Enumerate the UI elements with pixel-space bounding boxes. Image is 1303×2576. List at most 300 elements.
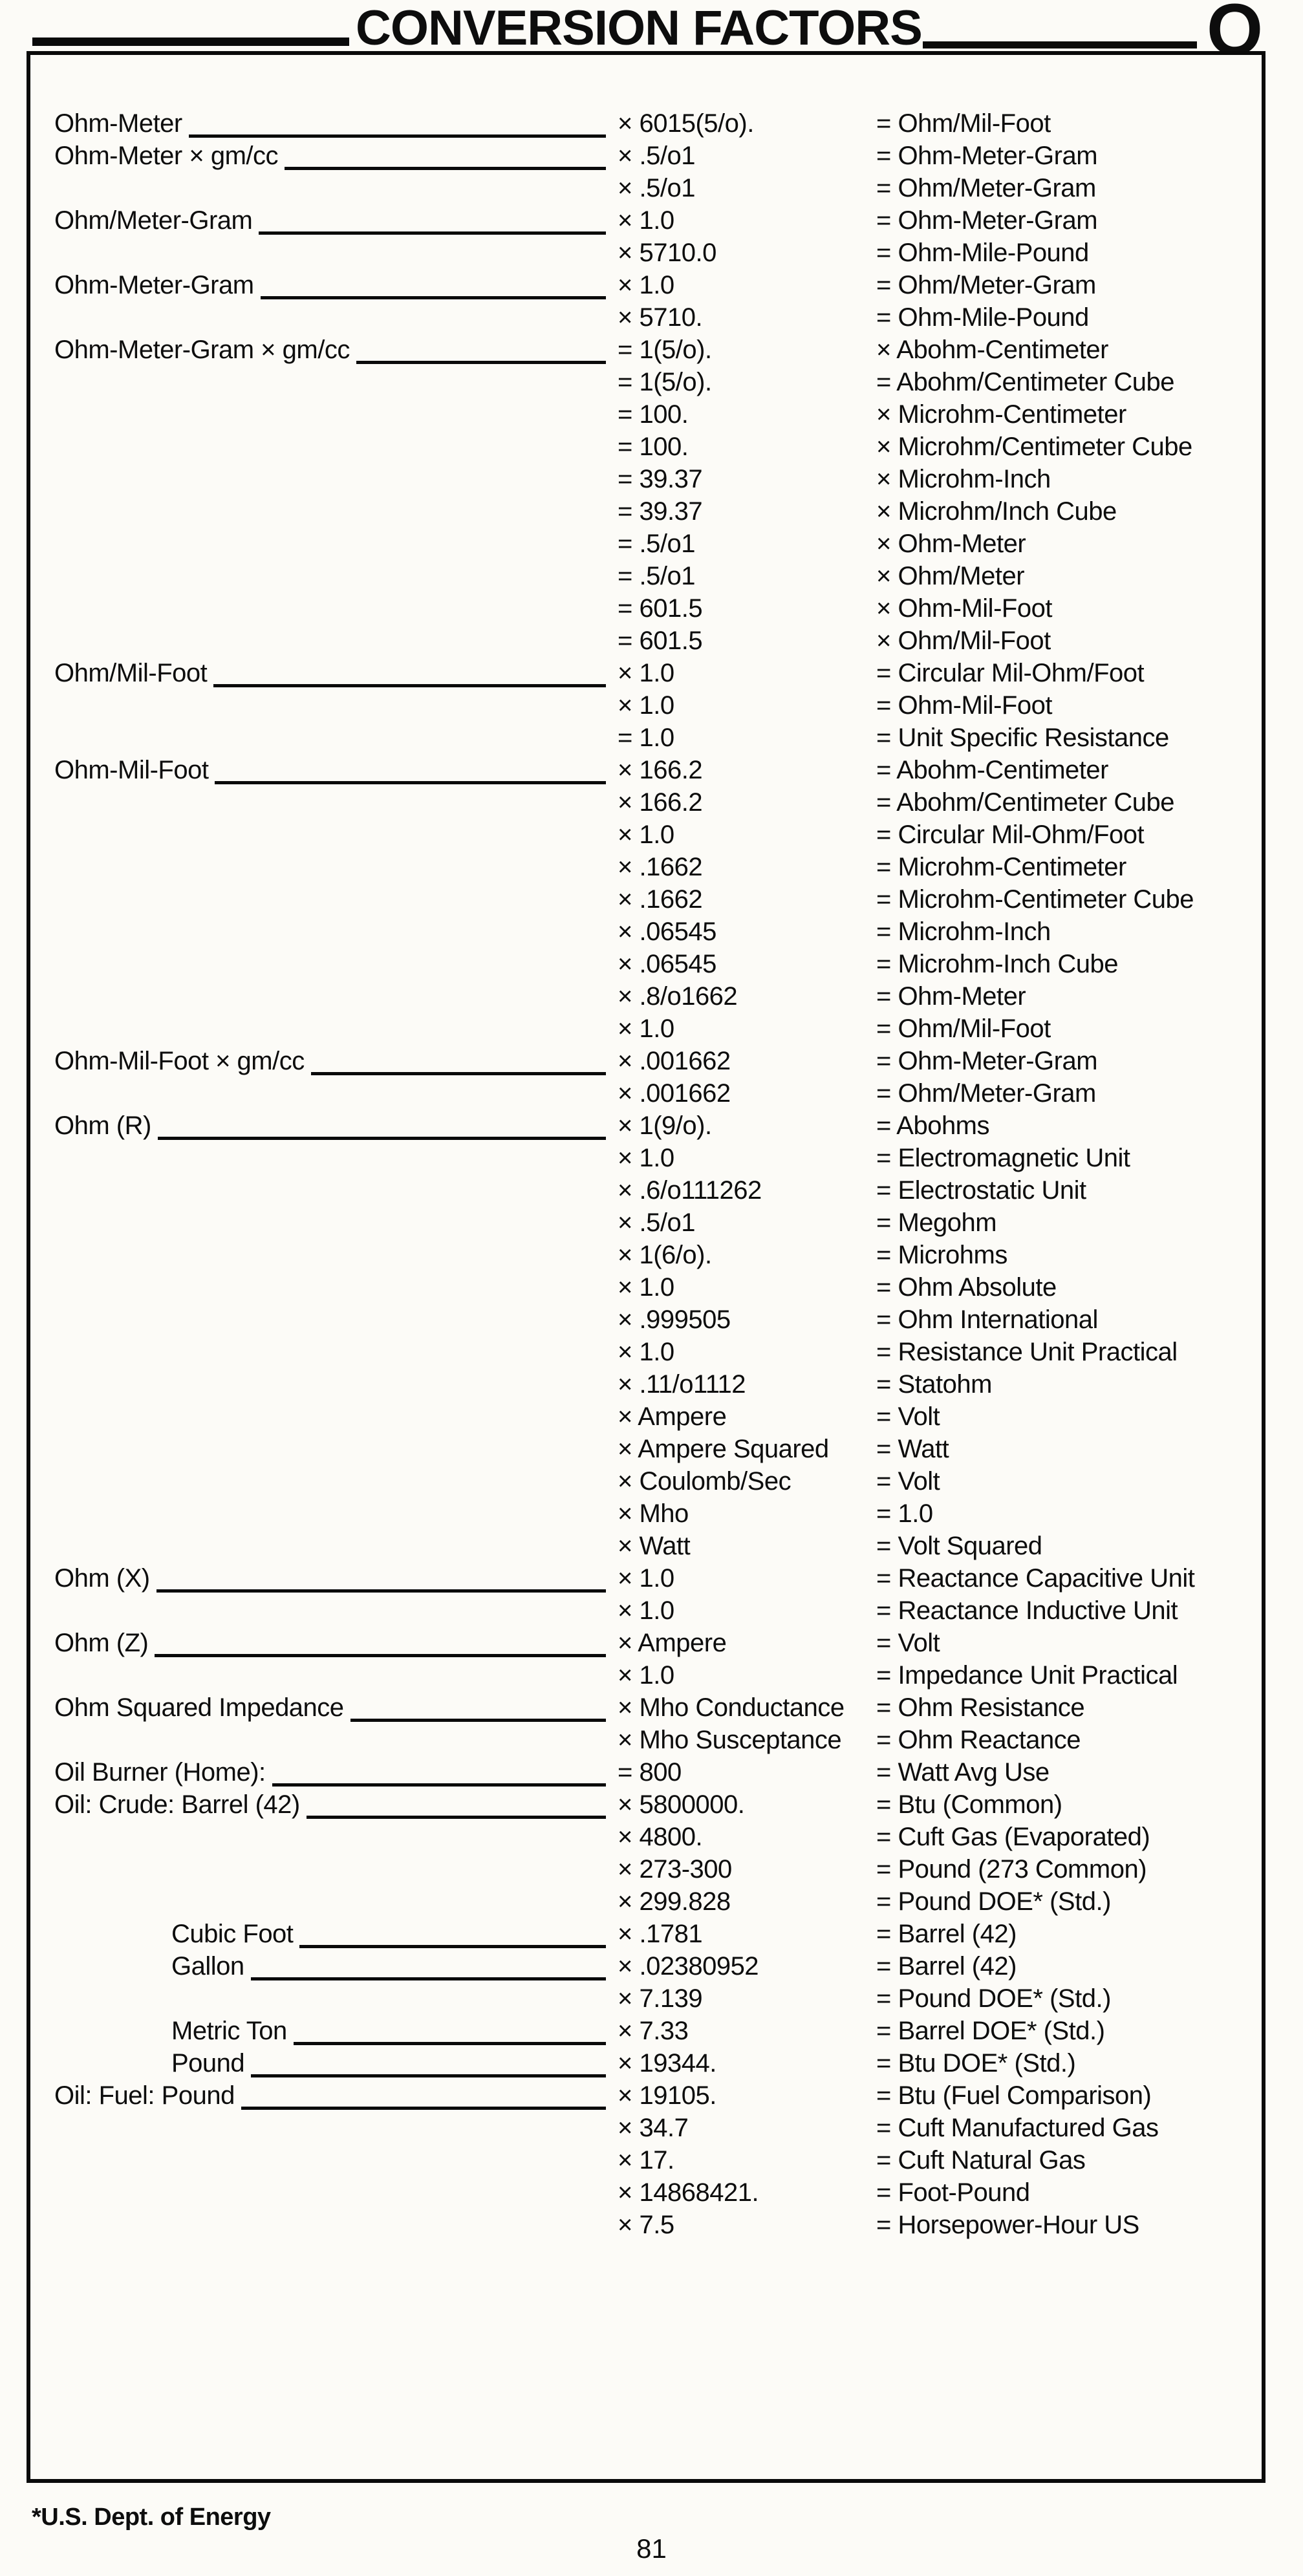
- row-spacer: [61, 949, 606, 982]
- row-result: × Ohm/Mil-Foot: [876, 627, 1051, 655]
- row-factor: × 1.0: [618, 659, 674, 687]
- row-result: = Watt Avg Use: [876, 1758, 1050, 1787]
- row-spacer: [61, 1887, 606, 1919]
- row-factor: = 100.: [618, 400, 689, 429]
- row-factor: × 19344.: [618, 2049, 716, 2077]
- row-result: = Ohm-Meter-Gram: [876, 1047, 1098, 1075]
- row-factor: × 1.0: [618, 1564, 674, 1593]
- table-row: [30, 2145, 1262, 2178]
- row-factor: × Mho Susceptance: [618, 1726, 842, 1754]
- row-result: = Ohm/Mil-Foot: [876, 1014, 1051, 1043]
- row-label-cell: [54, 2113, 618, 2145]
- row-result: = Ohm/Meter-Gram: [876, 174, 1096, 202]
- table-row: [30, 270, 1262, 303]
- row-underline: [285, 141, 606, 170]
- row-result: = Pound (273 Common): [876, 1855, 1147, 1884]
- row-result: × Microhm/Centimeter Cube: [876, 433, 1192, 461]
- row-label-cell: [54, 464, 618, 497]
- row-spacer: [61, 1854, 606, 1887]
- row-label: Gallon: [171, 1952, 244, 1980]
- row-underline: [158, 1111, 606, 1140]
- row-label-cell: [54, 2145, 618, 2178]
- row-label: Oil Burner (Home):: [54, 1758, 266, 1787]
- row-label-cell: [54, 303, 618, 335]
- row-spacer: [61, 2113, 606, 2145]
- table-row: [30, 1499, 1262, 1531]
- row-label: Oil: Crude: Barrel (42): [54, 1790, 300, 1819]
- row-label-cell: [54, 820, 618, 852]
- row-spacer: [61, 173, 606, 206]
- row-label: Ohm (Z): [54, 1629, 149, 1657]
- row-result: = Btu DOE* (Std.): [876, 2049, 1076, 2077]
- row-label-cell: [54, 1369, 618, 1402]
- table-row: [30, 529, 1262, 561]
- page-title: CONVERSION FACTORS: [356, 1, 922, 56]
- row-factor: × Mho Conductance: [618, 1693, 845, 1722]
- row-factor: × .001662: [618, 1047, 731, 1075]
- row-spacer: [61, 303, 606, 335]
- row-label: Ohm (X): [54, 1564, 150, 1593]
- row-label-cell: [54, 1596, 618, 1628]
- row-factor: × .5/o1: [618, 142, 695, 170]
- row-result: = Ohm Resistance: [876, 1693, 1085, 1722]
- row-spacer: [61, 594, 606, 626]
- row-spacer: [61, 626, 606, 658]
- row-factor: × 1.0: [618, 1661, 674, 1690]
- table-row: [30, 982, 1262, 1014]
- row-spacer: [61, 1402, 606, 1434]
- row-label-cell: [54, 1693, 618, 1725]
- row-result: = Barrel (42): [876, 1952, 1017, 1980]
- row-factor: × 5800000.: [618, 1790, 745, 1819]
- row-label-cell: [54, 2048, 618, 2081]
- row-result: = Volt Squared: [876, 1532, 1042, 1560]
- table-row: [30, 109, 1262, 141]
- row-label-cell: [54, 1499, 618, 1531]
- row-factor: = 601.5: [618, 627, 703, 655]
- row-spacer: [61, 820, 606, 852]
- row-label-cell: [54, 917, 618, 949]
- table-row: [30, 594, 1262, 626]
- row-label-cell: [54, 1725, 618, 1757]
- row-spacer: [61, 1208, 606, 1240]
- table-row: [30, 335, 1262, 367]
- row-label-cell: [54, 173, 618, 206]
- row-label: Pound: [171, 2049, 245, 2077]
- table-row: [30, 1757, 1262, 1790]
- row-factor: × 166.2: [618, 756, 703, 784]
- row-result: × Microhm-Centimeter: [876, 400, 1126, 429]
- row-label-cell: [54, 335, 618, 367]
- row-factor: × 6015(5/o).: [618, 109, 754, 138]
- table-row: [30, 1725, 1262, 1757]
- row-result: = Ohm-Mil-Foot: [876, 691, 1052, 720]
- table-row: [30, 2016, 1262, 2048]
- row-label-cell: [54, 1305, 618, 1337]
- row-label-cell: [54, 2016, 618, 2048]
- row-factor: × .1781: [618, 1920, 703, 1948]
- row-underline: [311, 1046, 606, 1075]
- row-factor: × .11/o1112: [618, 1370, 746, 1399]
- row-factor: × Ampere Squared: [618, 1435, 829, 1463]
- row-label-cell: [54, 1984, 618, 2016]
- row-factor: × 7.33: [618, 2017, 689, 2045]
- table-row: [30, 1337, 1262, 1369]
- row-spacer: [61, 2145, 606, 2178]
- row-factor: = 1(5/o).: [618, 336, 712, 364]
- row-factor: × .5/o1: [618, 1208, 695, 1237]
- row-label-cell: [54, 1887, 618, 1919]
- row-spacer: [61, 1305, 606, 1337]
- row-label-cell: [54, 2210, 618, 2242]
- row-result: = Electromagnetic Unit: [876, 1144, 1130, 1172]
- table-row: [30, 1240, 1262, 1272]
- row-label-cell: [54, 949, 618, 982]
- table-row: [30, 238, 1262, 270]
- row-result: = Resistance Unit Practical: [876, 1338, 1178, 1366]
- row-label-cell: [54, 852, 618, 885]
- row-underline: [294, 2016, 606, 2045]
- row-result: = Volt: [876, 1629, 940, 1657]
- row-factor: × 1.0: [618, 271, 674, 299]
- table-row: [30, 852, 1262, 885]
- row-factor: × 1.0: [618, 691, 674, 720]
- table-row: [30, 432, 1262, 464]
- row-label-cell: [54, 755, 618, 788]
- row-factor: × 4800.: [618, 1823, 703, 1851]
- row-spacer: [61, 497, 606, 529]
- row-result: × Microhm-Inch: [876, 465, 1051, 493]
- row-result: = Abohm-Centimeter: [876, 756, 1108, 784]
- row-factor: × 1.0: [618, 1014, 674, 1043]
- row-result: = Microhm-Inch Cube: [876, 950, 1118, 978]
- row-result: = Ohm Reactance: [876, 1726, 1081, 1754]
- row-factor: × 19105.: [618, 2081, 716, 2110]
- row-label-cell: [54, 1757, 618, 1790]
- row-label-cell: [54, 1111, 618, 1143]
- title-rule-left: [32, 38, 349, 46]
- row-label-cell: [54, 400, 618, 432]
- row-label-cell: [54, 1014, 618, 1046]
- row-label-cell: [54, 367, 618, 400]
- row-factor: × Ampere: [618, 1629, 727, 1657]
- table-row: [30, 691, 1262, 723]
- row-result: = Ohm-Mile-Pound: [876, 239, 1089, 267]
- table-row: [30, 658, 1262, 691]
- row-label-cell: [54, 1628, 618, 1660]
- row-factor: × .8/o1662: [618, 982, 738, 1011]
- row-factor: × 34.7: [618, 2114, 689, 2142]
- section-letter: O: [1207, 0, 1264, 70]
- row-result: = Megohm: [876, 1208, 997, 1237]
- table-row: [30, 1369, 1262, 1402]
- row-label-cell: [54, 1919, 618, 1951]
- row-factor: × 7.139: [618, 1984, 703, 2013]
- row-label-cell: [54, 1822, 618, 1854]
- table-row: [30, 2113, 1262, 2145]
- row-spacer: [61, 1822, 606, 1854]
- row-factor: = 800: [618, 1758, 682, 1787]
- row-label: Ohm/Meter-Gram: [54, 206, 253, 235]
- row-factor: × 166.2: [618, 788, 703, 817]
- row-result: = Btu (Common): [876, 1790, 1062, 1819]
- row-result: = Volt: [876, 1402, 940, 1431]
- table-row: [30, 1984, 1262, 2016]
- row-factor: × 1(6/o).: [618, 1241, 712, 1269]
- row-factor: × 1.0: [618, 1338, 674, 1366]
- row-underline: [155, 1628, 606, 1657]
- table-row: [30, 788, 1262, 820]
- row-factor: = 39.37: [618, 465, 703, 493]
- row-result: = Foot-Pound: [876, 2178, 1030, 2207]
- row-result: × Ohm-Meter: [876, 530, 1026, 558]
- table-row: [30, 917, 1262, 949]
- row-spacer: [61, 982, 606, 1014]
- row-result: = Microhm-Inch: [876, 918, 1051, 946]
- table-row: [30, 626, 1262, 658]
- row-spacer: [61, 788, 606, 820]
- table-row: [30, 400, 1262, 432]
- row-result: = Ohm/Mil-Foot: [876, 109, 1051, 138]
- table-row: [30, 1079, 1262, 1111]
- row-spacer: [61, 723, 606, 755]
- row-factor: × Coulomb/Sec: [618, 1467, 791, 1496]
- row-result: = Barrel (42): [876, 1920, 1017, 1948]
- row-label-cell: [54, 982, 618, 1014]
- row-factor: × 1.0: [618, 206, 674, 235]
- row-factor: × .1662: [618, 885, 703, 914]
- table-row: [30, 464, 1262, 497]
- row-label-cell: [54, 1434, 618, 1466]
- row-result: = Watt: [876, 1435, 949, 1463]
- row-underline: [299, 1919, 606, 1948]
- row-label-cell: [54, 238, 618, 270]
- row-label: Ohm (R): [54, 1111, 151, 1140]
- row-result: = Microhms: [876, 1241, 1007, 1269]
- row-label-cell: [54, 561, 618, 594]
- row-spacer: [61, 852, 606, 885]
- table-row: [30, 1887, 1262, 1919]
- row-spacer: [61, 885, 606, 917]
- row-result: × Ohm/Meter: [876, 562, 1025, 590]
- row-label-cell: [54, 1143, 618, 1175]
- row-label-cell: [54, 1046, 618, 1079]
- row-factor: × .06545: [618, 950, 716, 978]
- table-row: [30, 1175, 1262, 1208]
- row-result: = Ohm-Meter-Gram: [876, 142, 1098, 170]
- row-label-cell: [54, 594, 618, 626]
- row-result: = Ohm-Meter-Gram: [876, 206, 1098, 235]
- table-row: [30, 1111, 1262, 1143]
- row-factor: × .999505: [618, 1305, 731, 1334]
- row-factor: × 7.5: [618, 2211, 674, 2239]
- row-label-cell: [54, 497, 618, 529]
- row-label: Ohm Squared Impedance: [54, 1693, 344, 1722]
- row-label-cell: [54, 1531, 618, 1563]
- row-spacer: [61, 1143, 606, 1175]
- table-row: [30, 1305, 1262, 1337]
- row-result: = Ohm Absolute: [876, 1273, 1057, 1302]
- row-factor: × .6/o111262: [618, 1176, 762, 1205]
- table-row: [30, 1208, 1262, 1240]
- row-result: × Abohm-Centimeter: [876, 336, 1108, 364]
- table-row: [30, 1596, 1262, 1628]
- row-factor: × 273-300: [618, 1855, 732, 1884]
- row-label: Oil: Fuel: Pound: [54, 2081, 235, 2110]
- row-result: = Horsepower-Hour US: [876, 2211, 1139, 2239]
- row-underline: [215, 755, 606, 784]
- row-factor: = 39.37: [618, 497, 703, 526]
- title-rule-right: [923, 41, 1197, 48]
- row-underline: [241, 2081, 606, 2110]
- row-factor: = .5/o1: [618, 530, 695, 558]
- row-spacer: [61, 691, 606, 723]
- table-row: [30, 2210, 1262, 2242]
- row-factor: × Ampere: [618, 1402, 727, 1431]
- row-spacer: [61, 464, 606, 497]
- row-result: = Circular Mil-Ohm/Foot: [876, 659, 1145, 687]
- row-result: = Microhm-Centimeter Cube: [876, 885, 1194, 914]
- table-row: [30, 1822, 1262, 1854]
- row-result: = Barrel DOE* (Std.): [876, 2017, 1105, 2045]
- table-row: [30, 1854, 1262, 1887]
- row-spacer: [61, 1531, 606, 1563]
- row-spacer: [61, 1725, 606, 1757]
- row-factor: × 17.: [618, 2146, 674, 2174]
- row-result: = Cuft Natural Gas: [876, 2146, 1086, 2174]
- row-label-cell: [54, 1272, 618, 1305]
- row-label-cell: [54, 270, 618, 303]
- row-spacer: [61, 1272, 606, 1305]
- table-row: [30, 949, 1262, 982]
- row-result: = Ohm/Meter-Gram: [876, 1079, 1096, 1108]
- row-spacer: [61, 432, 606, 464]
- table-row: [30, 1402, 1262, 1434]
- table-row: [30, 820, 1262, 852]
- row-result: × Microhm/Inch Cube: [876, 497, 1117, 526]
- footnote: *U.S. Dept. of Energy: [32, 2504, 271, 2531]
- row-spacer: [61, 1337, 606, 1369]
- row-label-cell: [54, 788, 618, 820]
- table-row: [30, 1919, 1262, 1951]
- table-row: [30, 561, 1262, 594]
- row-factor: × 1.0: [618, 1273, 674, 1302]
- row-label-cell: [54, 432, 618, 464]
- row-factor: × Mho: [618, 1499, 689, 1528]
- row-factor: × 5710.0: [618, 239, 716, 267]
- page-number: 81: [636, 2533, 667, 2564]
- row-spacer: [61, 367, 606, 400]
- row-label-cell: [54, 626, 618, 658]
- row-spacer: [61, 2210, 606, 2242]
- row-result: = Microhm-Centimeter: [876, 853, 1126, 881]
- row-label-cell: [54, 206, 618, 238]
- row-result: × Ohm-Mil-Foot: [876, 594, 1052, 623]
- row-label-cell: [54, 1208, 618, 1240]
- row-spacer: [61, 1499, 606, 1531]
- row-label-cell: [54, 1951, 618, 1984]
- row-label: Metric Ton: [171, 2017, 287, 2045]
- row-label-cell: [54, 885, 618, 917]
- table-row: [30, 1531, 1262, 1563]
- conversion-table: [30, 55, 1262, 2242]
- row-underline: [189, 109, 606, 138]
- row-factor: × 299.828: [618, 1887, 731, 1916]
- row-factor: × .001662: [618, 1079, 731, 1108]
- row-spacer: [61, 1984, 606, 2016]
- row-label-cell: [54, 1337, 618, 1369]
- row-factor: × Watt: [618, 1532, 691, 1560]
- row-spacer: [61, 1079, 606, 1111]
- row-spacer: [61, 561, 606, 594]
- row-factor: = 601.5: [618, 594, 703, 623]
- row-factor: × 1.0: [618, 1596, 674, 1625]
- row-result: = Pound DOE* (Std.): [876, 1887, 1111, 1916]
- row-result: = Circular Mil-Ohm/Foot: [876, 821, 1145, 849]
- row-spacer: [61, 400, 606, 432]
- row-underline: [356, 335, 606, 364]
- row-factor: × 1.0: [618, 1144, 674, 1172]
- row-result: = Abohms: [876, 1111, 990, 1140]
- row-result: = Abohm/Centimeter Cube: [876, 788, 1174, 817]
- table-row: [30, 1466, 1262, 1499]
- table-row: [30, 723, 1262, 755]
- row-spacer: [61, 917, 606, 949]
- row-factor: × .5/o1: [618, 174, 695, 202]
- row-spacer: [61, 1596, 606, 1628]
- table-row: [30, 1693, 1262, 1725]
- row-underline: [272, 1757, 606, 1787]
- row-spacer: [61, 1660, 606, 1693]
- row-label: Ohm-Mil-Foot: [54, 756, 209, 784]
- row-label-cell: [54, 141, 618, 173]
- row-underline: [213, 658, 606, 687]
- row-result: = Statohm: [876, 1370, 992, 1399]
- table-row: [30, 1143, 1262, 1175]
- row-label-cell: [54, 658, 618, 691]
- row-result: = Impedance Unit Practical: [876, 1661, 1178, 1690]
- row-spacer: [61, 1175, 606, 1208]
- table-row: [30, 1014, 1262, 1046]
- row-label-cell: [54, 109, 618, 141]
- row-factor: = .5/o1: [618, 562, 695, 590]
- row-label-cell: [54, 1402, 618, 1434]
- row-label-cell: [54, 2178, 618, 2210]
- row-label-cell: [54, 529, 618, 561]
- row-label: Ohm-Meter: [54, 109, 182, 138]
- row-result: = Unit Specific Resistance: [876, 724, 1169, 752]
- row-label-cell: [54, 1240, 618, 1272]
- table-row: [30, 367, 1262, 400]
- table-row: [30, 1951, 1262, 1984]
- row-result: = Ohm/Meter-Gram: [876, 271, 1096, 299]
- table-row: [30, 1434, 1262, 1466]
- row-spacer: [61, 529, 606, 561]
- row-result: = Electrostatic Unit: [876, 1176, 1086, 1205]
- row-spacer: [61, 1369, 606, 1402]
- row-result: = Cuft Gas (Evaporated): [876, 1823, 1150, 1851]
- row-underline: [307, 1790, 606, 1819]
- row-label-cell: [54, 1079, 618, 1111]
- table-row: [30, 1046, 1262, 1079]
- row-underline: [350, 1693, 606, 1722]
- row-label: Ohm-Meter × gm/cc: [54, 142, 279, 170]
- row-label: Cubic Foot: [171, 1920, 294, 1948]
- row-spacer: [61, 1466, 606, 1499]
- row-spacer: [61, 1240, 606, 1272]
- row-factor: × 5710.: [618, 303, 703, 332]
- table-row: [30, 1790, 1262, 1822]
